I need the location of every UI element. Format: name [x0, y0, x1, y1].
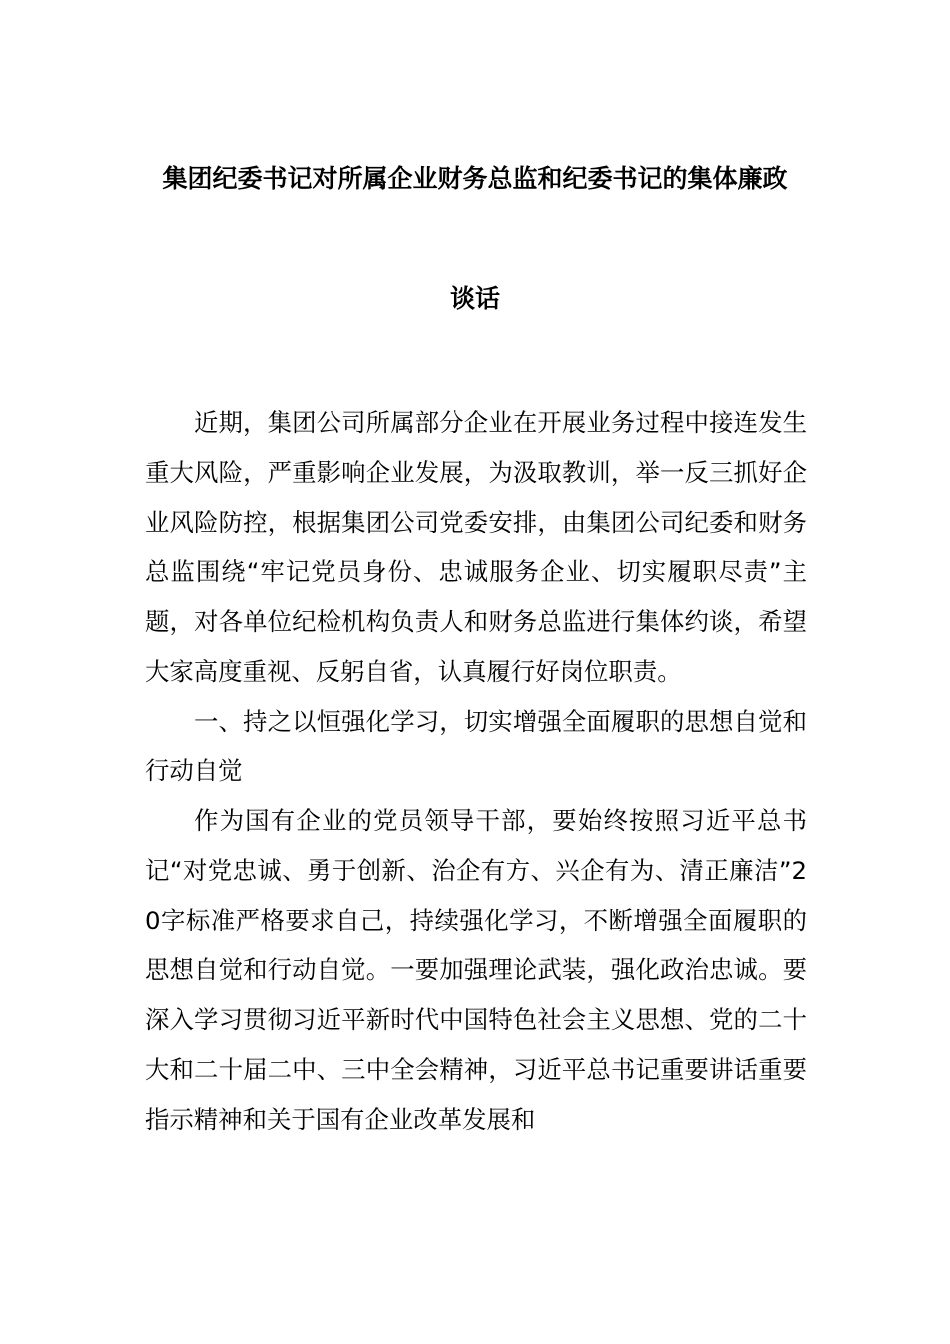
paragraph-intro: 近期，集团公司所属部分企业在开展业务过程中接连发生重大风险，严重影响企业发展，为汲取教训，举一反三抓好企业风险防控，根据集团公司党委安排，由集团公司纪委和财务总监围绕“牢记党员身份、忠诚服务企业、切实履职尽责”主题，对各单位纪检机构负责人和财务总监进行集体约谈，希望大家高度重视、反躬自省，认真履行好岗位职责。: [145, 408, 807, 686]
document-title-line-2: 谈话: [449, 284, 500, 313]
document-title-line-1: 集团纪委书记对所属企业财务总监和纪委书记的集体廉政: [162, 164, 788, 193]
document-body: [145, 398, 807, 1144]
paragraph-section-1: 作为国有企业的党员领导干部，要始终按照习近平总书记“对党忠诚、勇于创新、治企有方、兴企有为、清正廉洁”20字标准严格要求自己，持续强化学习，不断增强全面履职的思想自觉和行动自觉。一要加强理论武装，强化政治忠诚。要深入学习贯彻习近平新时代中国特色社会主义思想、党的二十大和二十届二中、三中全会精神，习近平总书记重要讲话重要指示精神和关于国有企业改革发展和: [145, 806, 807, 1134]
section-heading-1: 一、持之以恒强化学习，切实增强全面履职的思想自觉和行动自觉: [145, 706, 807, 786]
